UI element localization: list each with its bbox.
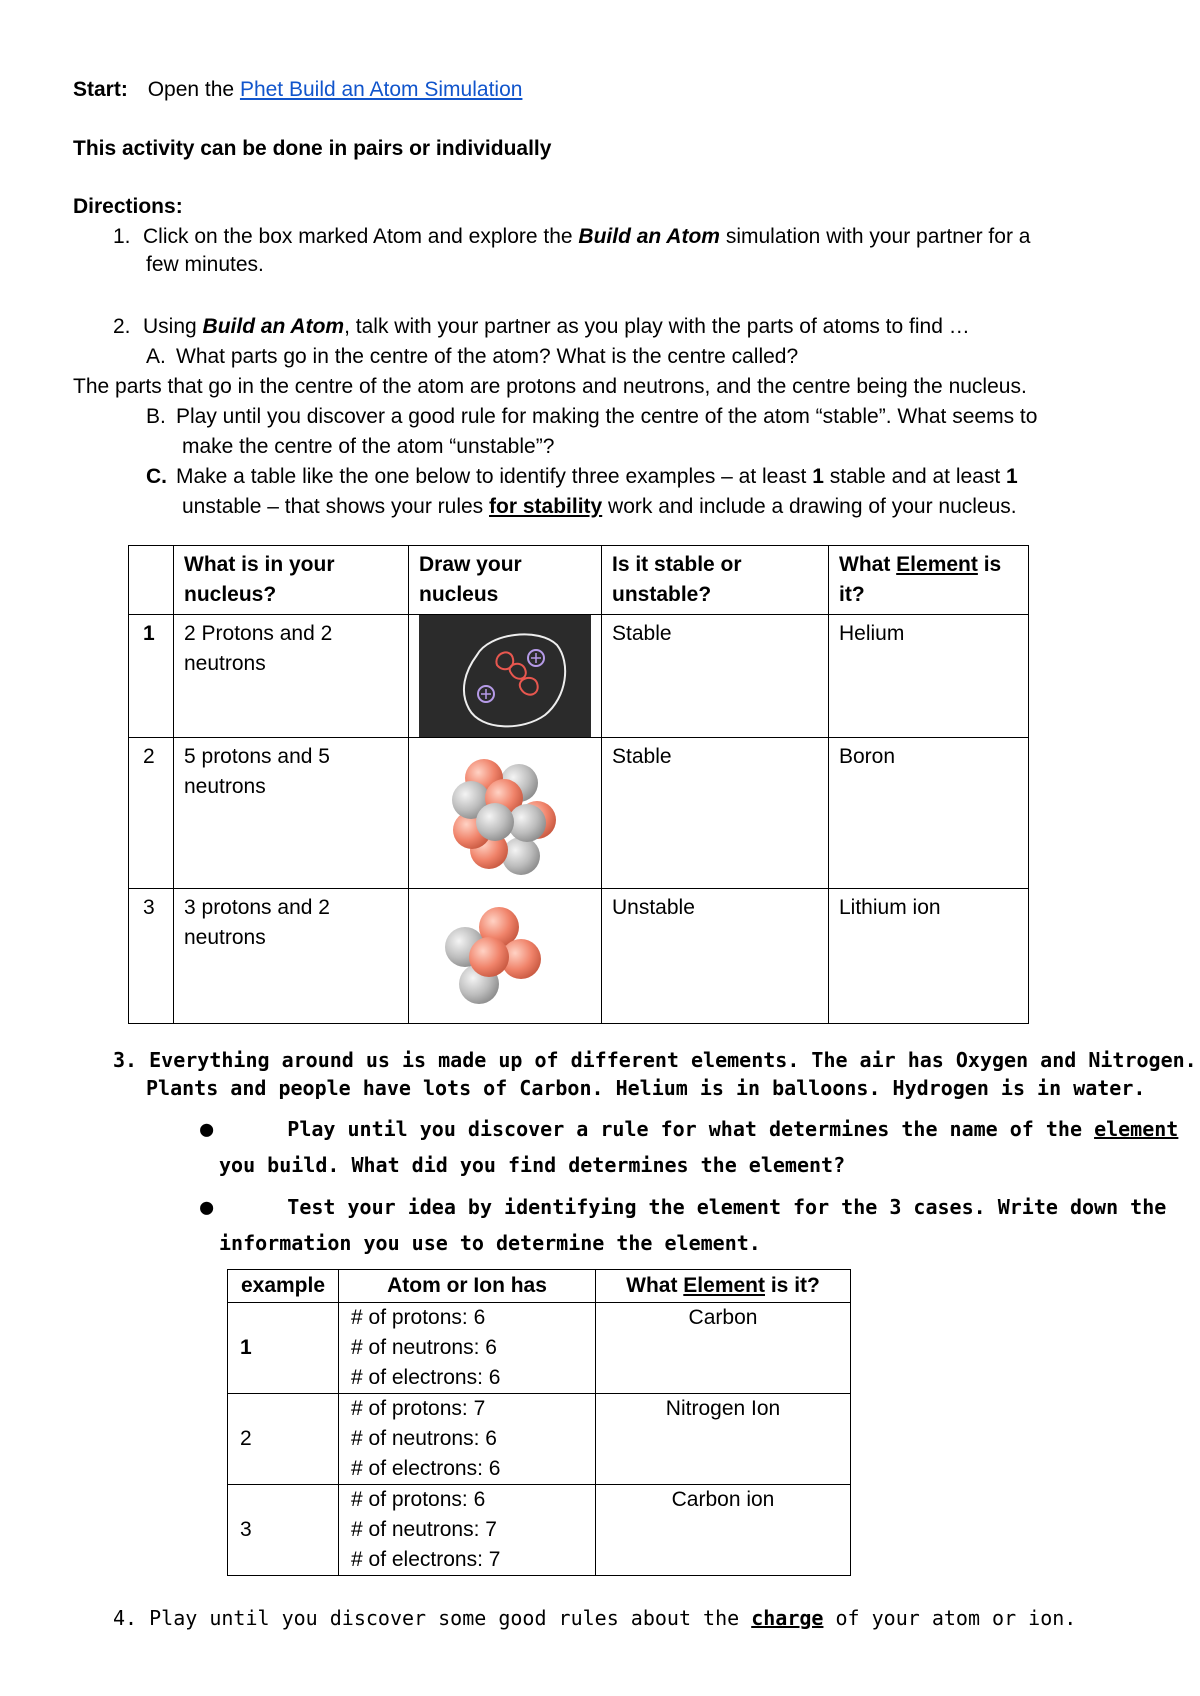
directions-heading: Directions: bbox=[73, 195, 183, 218]
question-c-text-c: unstable – that shows your rules bbox=[182, 495, 484, 518]
step3-line1 bbox=[113, 1046, 1197, 1075]
bullet-dot-icon: ● bbox=[200, 1117, 214, 1142]
step4-charge: charge bbox=[751, 1606, 824, 1630]
header-element: What Element is it? bbox=[829, 546, 1029, 615]
phet-simulation-link[interactable]: Phet Build an Atom Simulation bbox=[239, 78, 523, 101]
bullet2-line1 bbox=[200, 1193, 1166, 1222]
element-table-header bbox=[228, 1270, 851, 1303]
question-c-line2 bbox=[182, 492, 1017, 521]
protons-count: # of protons: 6 bbox=[351, 1488, 486, 1511]
step4-text-c: of your atom or ion. bbox=[835, 1606, 1077, 1630]
bullet2-line2: information you use to determine the element. bbox=[219, 1231, 761, 1255]
protons-count: # of protons: 7 bbox=[351, 1397, 486, 1420]
question-b-line1 bbox=[146, 402, 1037, 431]
neutrons-count: # of neutrons: 6 bbox=[351, 1427, 497, 1450]
nucleus-table-header bbox=[129, 546, 1029, 615]
atom-counts bbox=[339, 1303, 596, 1394]
row-index: 3 bbox=[129, 889, 174, 1024]
row-index: 2 bbox=[129, 738, 174, 889]
row-index: 1 bbox=[129, 615, 174, 738]
example-number: 2 bbox=[228, 1394, 339, 1485]
boron-nucleus-image bbox=[409, 738, 601, 888]
question-c-letter: C. bbox=[146, 465, 167, 488]
question-c-one-b: 1 bbox=[1006, 465, 1018, 488]
question-b-letter: B. bbox=[146, 405, 166, 428]
electrons-count: # of electrons: 7 bbox=[351, 1548, 501, 1571]
row-nucleus: 2 Protons and 2 neutrons bbox=[174, 615, 409, 738]
header-stable: Is it stable or unstable? bbox=[602, 546, 829, 615]
element-answer: Carbon bbox=[596, 1303, 851, 1394]
row-nucleus: 5 protons and 5 neutrons bbox=[174, 738, 409, 889]
row-element: Boron bbox=[829, 738, 1029, 889]
header-nucleus: What is in your nucleus? bbox=[174, 546, 409, 615]
pairs-note: This activity can be done in pairs or individually bbox=[73, 137, 552, 160]
step4-number: 4. bbox=[113, 1606, 138, 1630]
step3-text-1: Everything around us is made up of different elements. The air has Oxygen and Nitrogen. bbox=[149, 1048, 1197, 1072]
question-c-text-a: Make a table like the one below to identify three examples – at least bbox=[176, 465, 807, 488]
electrons-count: # of electrons: 6 bbox=[351, 1366, 501, 1389]
bullet1-text-a: Play until you discover a rule for what determines the name of the bbox=[287, 1117, 1083, 1141]
question-a bbox=[146, 342, 798, 371]
header-blank bbox=[129, 546, 174, 615]
header-draw: Draw your nucleus bbox=[409, 546, 602, 615]
nucleus-table bbox=[128, 545, 1029, 1024]
table-row bbox=[129, 738, 1029, 889]
row-stability: Stable bbox=[602, 615, 829, 738]
bullet1-element: element bbox=[1094, 1117, 1179, 1141]
start-label: Start: bbox=[73, 78, 128, 101]
bullet2-text-a: Test your idea by identifying the element for the 3 cases. Write down the bbox=[287, 1195, 1167, 1219]
step2-number: 2. bbox=[113, 315, 131, 338]
element-answer: Nitrogen Ion bbox=[596, 1394, 851, 1485]
step2-text-a: Using bbox=[143, 315, 197, 338]
question-a-text: What parts go in the centre of the atom? What is the centre called? bbox=[176, 345, 799, 368]
step1-number: 1. bbox=[113, 225, 131, 248]
table-row bbox=[228, 1394, 851, 1485]
header-atom: Atom or Ion has bbox=[339, 1270, 596, 1303]
question-c-one-a: 1 bbox=[812, 465, 824, 488]
bullet1-line1 bbox=[200, 1115, 1178, 1144]
element-answer: Carbon ion bbox=[596, 1485, 851, 1576]
step2-sim-name: Build an Atom bbox=[202, 315, 345, 338]
bullet-dot-icon: ● bbox=[200, 1195, 214, 1220]
question-c-text-d: work and include a drawing of your nucleus. bbox=[608, 495, 1017, 518]
row-element: Helium bbox=[829, 615, 1029, 738]
lithium-nucleus-image bbox=[409, 889, 601, 1023]
step1-sim-name: Build an Atom bbox=[578, 225, 720, 248]
row-nucleus: 3 protons and 2 neutrons bbox=[174, 889, 409, 1024]
neutrons-count: # of neutrons: 7 bbox=[351, 1518, 497, 1541]
step2-line bbox=[113, 312, 970, 341]
header-example: example bbox=[228, 1270, 339, 1303]
protons-count: # of protons: 6 bbox=[351, 1306, 486, 1329]
example-number: 3 bbox=[228, 1485, 339, 1576]
helium-drawing bbox=[409, 615, 602, 738]
question-b-line2: make the centre of the atom “unstable”? bbox=[182, 435, 555, 458]
table-row bbox=[228, 1303, 851, 1394]
question-a-letter: A. bbox=[146, 345, 166, 368]
start-line bbox=[73, 75, 522, 104]
lithium-drawing bbox=[409, 889, 602, 1024]
question-b-text: Play until you discover a good rule for making the centre of the atom “stable”. What seems to bbox=[176, 405, 1038, 428]
bullet1-line2: you build. What did you find determines the element? bbox=[219, 1153, 846, 1177]
neutrons-count: # of neutrons: 6 bbox=[351, 1336, 497, 1359]
row-stability: Stable bbox=[602, 738, 829, 889]
question-c-text-b: stable and at least bbox=[829, 465, 1001, 488]
boron-drawing bbox=[409, 738, 602, 889]
header-what-element: What Element is it? bbox=[596, 1270, 851, 1303]
element-table bbox=[227, 1269, 851, 1576]
step1-line1 bbox=[113, 222, 1030, 251]
table-row bbox=[129, 615, 1029, 738]
table-row bbox=[129, 889, 1029, 1024]
question-c-stability: for stability bbox=[489, 495, 603, 518]
electrons-count: # of electrons: 6 bbox=[351, 1457, 501, 1480]
step2-text-c: , talk with your partner as you play with the parts of atoms to find … bbox=[344, 315, 970, 338]
step1-text-a: Click on the box marked Atom and explore the bbox=[143, 225, 573, 248]
step1-line2: few minutes. bbox=[146, 253, 264, 276]
row-stability: Unstable bbox=[602, 889, 829, 1024]
atom-counts bbox=[339, 1394, 596, 1485]
atom-counts bbox=[339, 1485, 596, 1576]
step1-text-c: simulation with your partner for a bbox=[725, 225, 1031, 248]
step3-number: 3. bbox=[113, 1048, 138, 1072]
step4-line bbox=[113, 1604, 1076, 1633]
row-element: Lithium ion bbox=[829, 889, 1029, 1024]
question-c-line1 bbox=[146, 462, 1018, 491]
start-text: Open the bbox=[147, 78, 235, 101]
step3-line2: Plants and people have lots of Carbon. Helium is in balloons. Hydrogen is in water. bbox=[146, 1076, 1146, 1100]
helium-sketch-image bbox=[419, 615, 591, 737]
answer-a: The parts that go in the centre of the atom are protons and neutrons, and the centre being the nucleus. bbox=[73, 375, 1027, 398]
step4-text-a: Play until you discover some good rules about the bbox=[149, 1606, 740, 1630]
table-row bbox=[228, 1485, 851, 1576]
example-number: 1 bbox=[228, 1303, 339, 1394]
